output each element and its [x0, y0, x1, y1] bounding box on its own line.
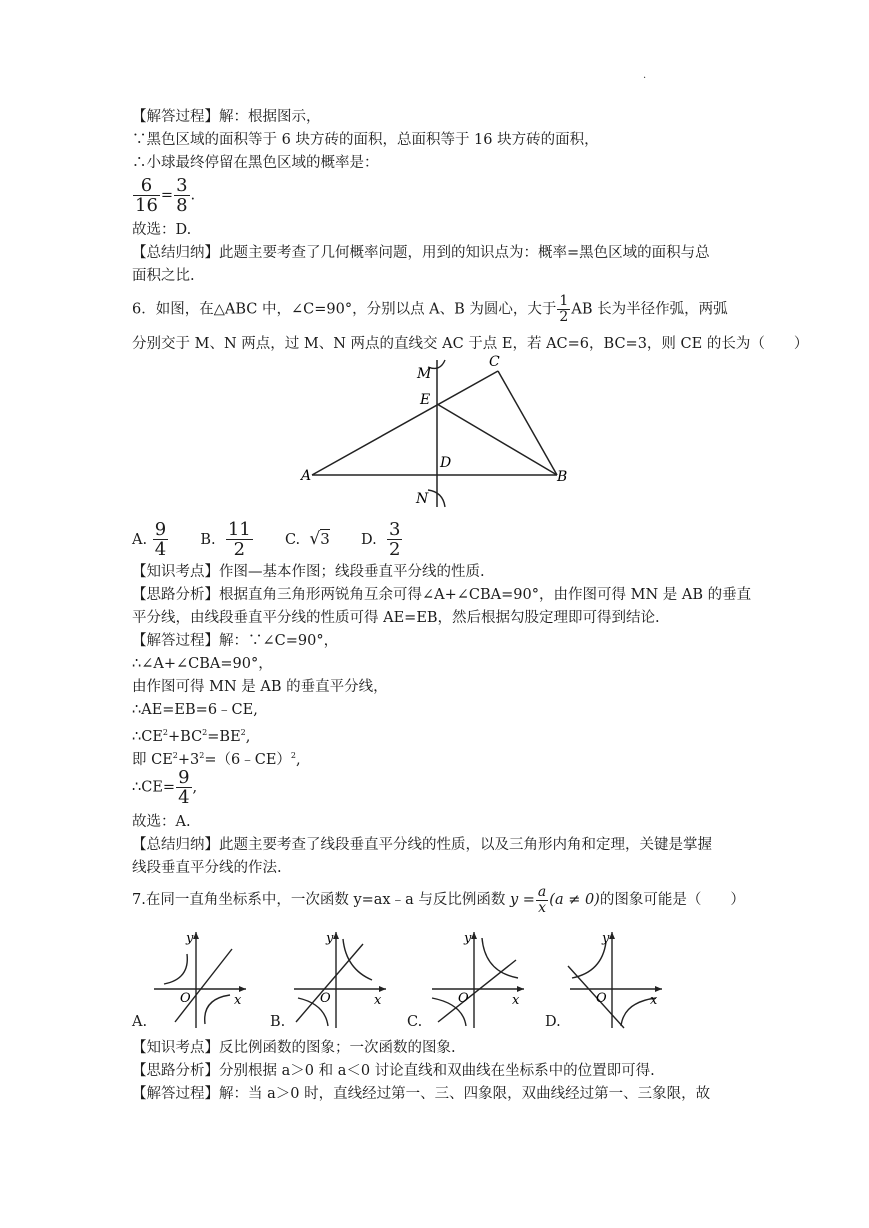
- label-E: E: [420, 392, 431, 408]
- q5-solution-line-3: ∴小球最终停留在黑色区域的概率是：: [132, 155, 379, 171]
- svg-text:O: O: [596, 991, 607, 1006]
- q6-solution-line-7: ∴CE= $\frac{9}{4}$ ,: [132, 767, 198, 808]
- label-M: M: [417, 366, 432, 382]
- fraction-3-8: $\frac{3}{8}$: [176, 175, 188, 216]
- svg-text:x: x: [650, 993, 658, 1008]
- q6-triangle-figure: [295, 352, 575, 512]
- q5-probability-fraction: $\frac{6}{16}$ = $\frac{3}{8}$ .: [135, 175, 196, 216]
- label-A: A: [301, 468, 312, 484]
- svg-text:x: x: [374, 993, 382, 1008]
- q5-answer: 故选：D.: [132, 222, 192, 238]
- q6-summary-line-1: 【总结归纳】此题主要考查了线段垂直平分线的性质，以及三角形内角和定理，关键是掌握: [132, 837, 712, 853]
- fraction-one-half: $\frac{1}{2}$: [559, 293, 569, 325]
- q6-options: [132, 520, 403, 559]
- segment-EB: [437, 404, 557, 475]
- label-B: B: [557, 469, 568, 485]
- fraction-6-16: $\frac{6}{16}$: [135, 175, 158, 216]
- q7-option-a-label: A.: [132, 1014, 148, 1030]
- q5-summary-line-2: 面积之比.: [132, 268, 195, 284]
- svg-text:y: y: [464, 931, 472, 946]
- q6-knowledge-point: 【知识考点】作图—基本作图；线段垂直平分线的性质.: [132, 564, 485, 580]
- label-D: D: [440, 455, 452, 471]
- q5-summary-line-1: 【总结归纳】此题主要考查了几何概率问题，用到的知识点为：概率=黑色区域的面积与总: [132, 245, 710, 261]
- option-d: D. $\frac{3}{2}$: [361, 519, 401, 560]
- segment-CB: [498, 371, 557, 475]
- graph-a: [154, 931, 246, 1028]
- svg-text:x: x: [234, 993, 242, 1008]
- option-b: B. $\frac{11}{2}$: [200, 519, 251, 560]
- svg-text:y: y: [602, 931, 610, 946]
- q6-solution-line-2: ∴∠A+∠CBA=90°，: [132, 656, 273, 672]
- svg-text:O: O: [180, 991, 191, 1006]
- q6-solution-line-6: 即 $CE^2+3^2=(6﹣CE)^2$,: [132, 751, 301, 768]
- q7-knowledge-point: 【知识考点】反比例函数的图象；一次函数的图象.: [132, 1040, 456, 1056]
- q6-summary-line-2: 线段垂直平分线的作法.: [132, 860, 282, 876]
- q6-stem-line-1: 6．如图，在△ABC 中，∠C=90°，分别以点 A、B 为圆心，大于 $\frac{1}{2}$ AB 长为半径作弧，两弧: [132, 293, 728, 325]
- graph-d: [568, 931, 662, 1028]
- q6-stem-line-2: 分别交于 M、N 两点，过 M、N 两点的直线交 AC 于点 E，若 AC=6，BC=3，则 CE 的长为（ ）: [132, 336, 809, 352]
- graph-c: [432, 931, 524, 1028]
- svg-text:x: x: [512, 993, 520, 1008]
- q7-option-c-label: C.: [407, 1014, 423, 1030]
- label-N: N: [416, 491, 429, 507]
- q7-option-d-label: D.: [545, 1014, 561, 1030]
- header-mark: .: [643, 70, 647, 81]
- q7-analysis: 【思路分析】分别根据 a＞0 和 a＜0 讨论直线和双曲线在坐标系中的位置即可得.: [132, 1063, 655, 1079]
- q6-solution-line-5: $\therefore CE^2+BC^2=BE^2$,: [132, 728, 251, 745]
- q5-solution-line-1: 【解答过程】解：根据图示，: [132, 109, 321, 125]
- q6-answer: 故选：A.: [132, 814, 191, 830]
- q6-solution-line-1: 【解答过程】解：∵∠C=90°，: [132, 633, 339, 649]
- graph-b: [294, 931, 386, 1028]
- option-c: C. √3: [284, 528, 330, 549]
- svg-text:y: y: [326, 931, 334, 946]
- q7-graphs: [150, 924, 750, 1030]
- svg-text:O: O: [320, 991, 331, 1006]
- q7-solution-line-1: 【解答过程】解：当 a＞0 时，直线经过第一、三、四象限，双曲线经过第一、三象限，故: [132, 1086, 711, 1102]
- q7-stem: 7.在同一直角坐标系中，一次函数 y=ax﹣a 与反比例函数 y = $\frac{a}{x}$ (a ≠ 0)的图象可能是（ ）: [132, 883, 745, 916]
- svg-text:y: y: [186, 931, 194, 946]
- q6-analysis-line-1: 【思路分析】根据直角三角形两锐角互余可得∠A+∠CBA=90°，由作图可得 MN 是 AB 的垂直: [132, 587, 752, 603]
- label-C: C: [489, 354, 500, 370]
- svg-text:O: O: [458, 991, 469, 1006]
- option-a: A. $\frac{9}{4}$: [132, 519, 167, 560]
- q6-solution-line-4: ∴AE=EB=6﹣CE,: [132, 702, 258, 718]
- q6-solution-line-3: 由作图可得 MN 是 AB 的垂直平分线，: [132, 679, 388, 695]
- q7-option-b-label: B.: [270, 1014, 286, 1030]
- q5-solution-line-2: ∵黑色区域的面积等于 6 块方砖的面积，总面积等于 16 块方砖的面积，: [132, 132, 599, 148]
- q6-analysis-line-2: 平分线，由线段垂直平分线的性质可得 AE=EB，然后根据勾股定理即可得到结论.: [132, 610, 660, 626]
